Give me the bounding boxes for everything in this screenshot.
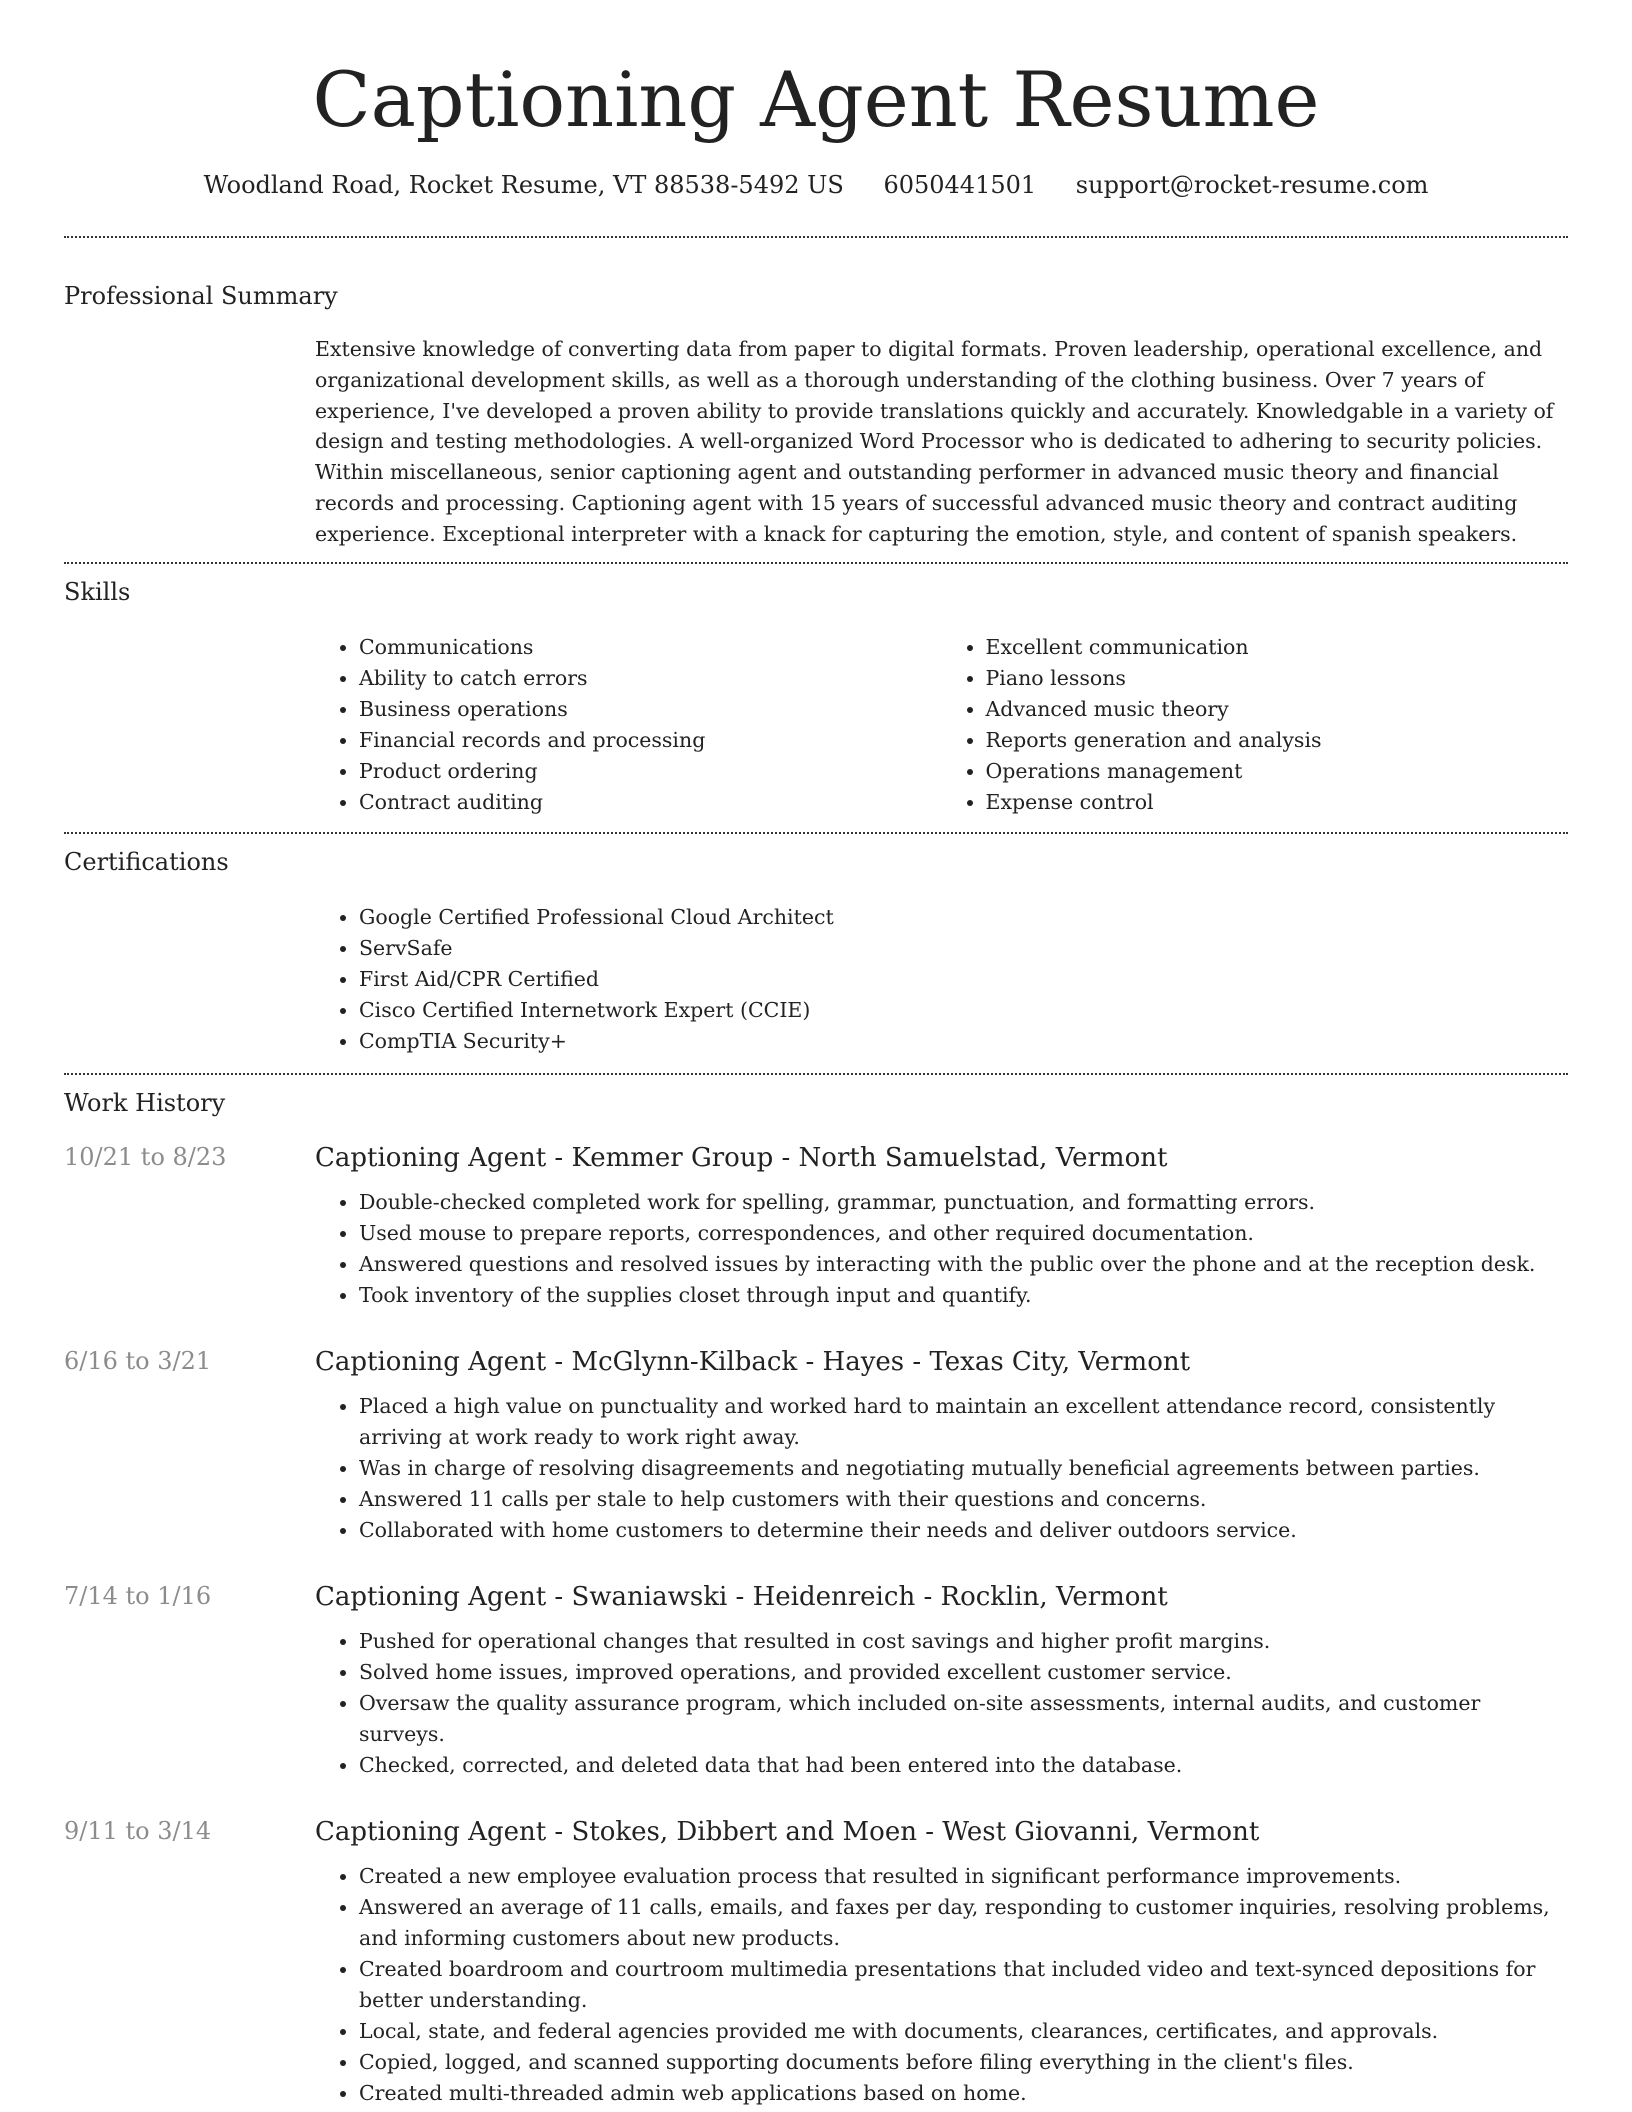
- job-bullets: [315, 1861, 1568, 2109]
- list-item: • Pushed for operational changes that resulted in cost savings and higher profit margins.: [359, 1626, 1568, 1657]
- list-item: • Created multi-threaded admin web applications based on home.: [359, 2078, 1568, 2109]
- list-item: • Checked, corrected, and deleted data that had been entered into the database.: [359, 1750, 1568, 1781]
- job-title: Captioning Agent - McGlynn-Kilback - Hayes - Texas City, Vermont: [315, 1346, 1191, 1377]
- certifications-list: [315, 902, 1568, 1057]
- work-heading: Work History: [64, 1088, 226, 1117]
- list-item: • ServSafe: [359, 933, 1568, 964]
- list-item: • CompTIA Security+: [359, 1026, 1568, 1057]
- contact-line: [64, 168, 1568, 202]
- list-item: • Double-checked completed work for spelling, grammar, punctuation, and formatting errors.: [359, 1187, 1568, 1218]
- summary-heading: Professional Summary: [64, 282, 338, 310]
- list-item: • Piano lessons: [986, 663, 1569, 694]
- list-item: • Advanced music theory: [986, 694, 1569, 725]
- skills-list-left: [315, 632, 942, 818]
- list-item: • Oversaw the quality assurance program, which included on-site assessments, internal audits, and customer surveys.: [359, 1688, 1568, 1750]
- list-item: • Was in charge of resolving disagreements and negotiating mutually beneficial agreements between parties.: [359, 1453, 1568, 1484]
- summary-text: Extensive knowledge of converting data from paper to digital formats. Proven leadership, operational excellence, and organizational development skills, as well as a thorough understanding of the clothing business. Over 7 years of experience, I've developed a proven ability to provide translations quickly and accurately. Knowledgable in a variety of design and testing methodologies. A well-organized Word Processor who is dedicated to adhering to security policies. Within miscellaneous, senior captioning agent and outstanding performer in advanced music theory and financial records and processing. Captioning agent with 15 years of successful advanced music theory and contract auditing experience. Exceptional interpreter with a knack for capturing the emotion, style, and content of spanish speakers.: [315, 337, 1554, 546]
- list-item: • Took inventory of the supplies closet through input and quantify.: [359, 1280, 1568, 1311]
- job-main: [315, 1345, 1568, 1546]
- contact-email: support@rocket-resume.com: [1075, 171, 1429, 199]
- summary-section: [64, 238, 1568, 562]
- list-item: • Copied, logged, and scanned supporting documents before filing everything in the client's files.: [359, 2047, 1568, 2078]
- job-title: Captioning Agent - Stokes, Dibbert and Moen - West Giovanni, Vermont: [315, 1816, 1260, 1847]
- skills-section: [64, 564, 1568, 832]
- contact-address: Woodland Road, Rocket Resume, VT 88538-5492 US: [203, 171, 844, 199]
- list-item: • Excellent communication: [986, 632, 1569, 663]
- list-item: • Answered an average of 11 calls, emails, and faxes per day, responding to customer inquiries, resolving problems, and informing customers about new products.: [359, 1892, 1568, 1954]
- job-entry: [64, 1815, 1568, 2109]
- list-item: • Answered questions and resolved issues by interacting with the public over the phone and at the reception desk.: [359, 1249, 1568, 1280]
- list-item: • Ability to catch errors: [359, 663, 942, 694]
- job-main: [315, 1815, 1568, 2109]
- list-item: • Created boardroom and courtroom multimedia presentations that included video and text-synced depositions for better understanding.: [359, 1954, 1568, 2016]
- list-item: • Communications: [359, 632, 942, 663]
- job-title: Captioning Agent - Swaniawski - Heidenreich - Rocklin, Vermont: [315, 1581, 1168, 1612]
- job-entry: [64, 1345, 1568, 1546]
- resume-title: Captioning Agent Resume: [312, 55, 1320, 144]
- list-item: • First Aid/CPR Certified: [359, 964, 1568, 995]
- list-item: • Reports generation and analysis: [986, 725, 1569, 756]
- skills-heading: Skills: [64, 577, 131, 606]
- job-entry: [64, 1141, 1568, 1311]
- skills-columns: [315, 632, 1568, 832]
- list-item: • Cisco Certified Internetwork Expert (CCIE): [359, 995, 1568, 1026]
- list-item: • Created a new employee evaluation process that resulted in significant performance improvements.: [359, 1861, 1568, 1892]
- list-item: • Solved home issues, improved operations, and provided excellent customer service.: [359, 1657, 1568, 1688]
- job-dates: 10/21 to 8/23: [64, 1142, 227, 1171]
- job-main: [315, 1580, 1568, 1781]
- list-item: • Used mouse to prepare reports, correspondences, and other required documentation.: [359, 1218, 1568, 1249]
- list-item: • Answered 11 calls per stale to help customers with their questions and concerns.: [359, 1484, 1568, 1515]
- job-dates: 6/16 to 3/21: [64, 1346, 212, 1375]
- certifications-section: [64, 834, 1568, 1073]
- list-item: • Google Certified Professional Cloud Architect: [359, 902, 1568, 933]
- job-title: Captioning Agent - Kemmer Group - North Samuelstad, Vermont: [315, 1142, 1168, 1173]
- list-item: • Placed a high value on punctuality and worked hard to maintain an excellent attendance record, consistently arriving at work ready to work right away.: [359, 1391, 1568, 1453]
- list-item: • Business operations: [359, 694, 942, 725]
- job-dates: 9/11 to 3/14: [64, 1816, 212, 1845]
- list-item: • Operations management: [986, 756, 1569, 787]
- job-dates: 7/14 to 1/16: [64, 1581, 212, 1610]
- list-item: • Product ordering: [359, 756, 942, 787]
- contact-phone: 6050441501: [883, 171, 1037, 199]
- list-item: • Expense control: [986, 787, 1569, 818]
- job-bullets: [315, 1626, 1568, 1781]
- job-bullets: [315, 1391, 1568, 1546]
- job-entry: [64, 1580, 1568, 1781]
- work-section: [64, 1075, 1568, 2109]
- list-item: • Local, state, and federal agencies provided me with documents, clearances, certificates, and approvals.: [359, 2016, 1568, 2047]
- list-item: • Financial records and processing: [359, 725, 942, 756]
- skills-list-right: [942, 632, 1569, 818]
- job-bullets: [315, 1187, 1568, 1311]
- certifications-body: [315, 902, 1568, 1073]
- certifications-heading: Certifications: [64, 847, 229, 876]
- list-item: • Contract auditing: [359, 787, 942, 818]
- job-main: [315, 1141, 1568, 1311]
- list-item: • Collaborated with home customers to determine their needs and deliver outdoors service.: [359, 1515, 1568, 1546]
